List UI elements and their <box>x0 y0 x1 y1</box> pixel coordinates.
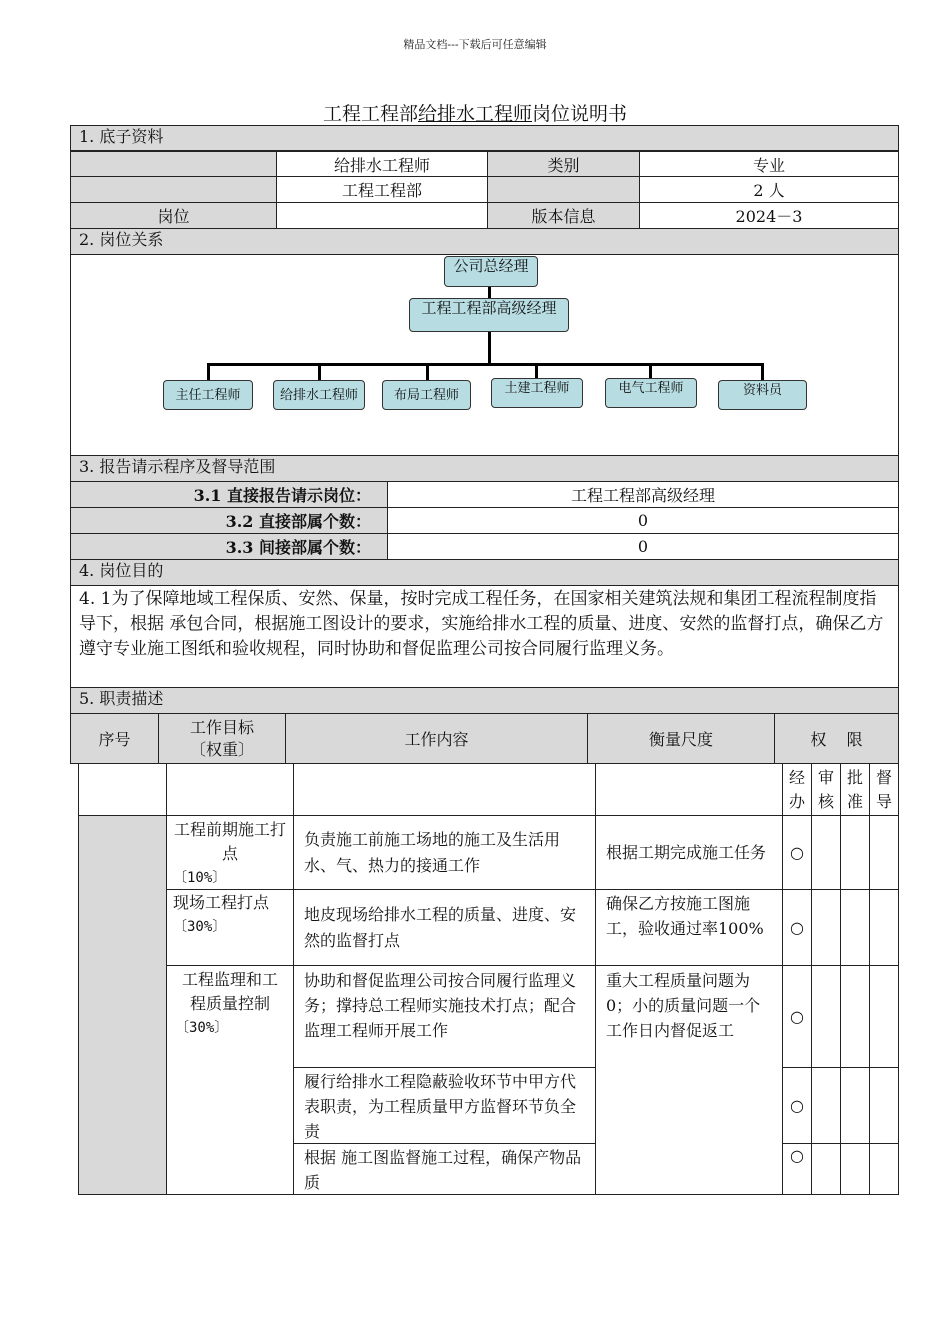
mark-blank-4b <box>840 1067 870 1144</box>
info-label-3 <box>487 176 640 203</box>
org-connector-bar <box>207 363 763 366</box>
sub-header-goal <box>166 763 294 816</box>
org-box-sub-6: 资料员 <box>718 380 807 410</box>
content-cell-4: 履行给排水工程隐蔽验收环节中甲方代表职责，为工程质量甲方监督环节负全责 <box>293 1067 596 1144</box>
info-label-category: 类别 <box>487 151 640 177</box>
col-header-content: 工作内容 <box>285 713 588 764</box>
mark-blank-3a <box>811 965 841 1068</box>
info-label-post: 岗位 <box>70 202 277 229</box>
org-box-sub-3: 布局工程师 <box>382 380 471 410</box>
auth-col-supervise: 督 导 <box>869 763 899 816</box>
page-title <box>0 99 950 126</box>
col-header-measure: 衡量尺度 <box>587 713 775 764</box>
title-part-3: 岗位说明书 <box>532 103 628 125</box>
goal-weight-2: 〔30%〕 <box>173 919 227 935</box>
mark-blank-1c <box>869 815 899 890</box>
org-box-senior-manager: 工程工程部高级经理 <box>409 298 569 332</box>
goal-text-2: 现场工程打点 <box>173 893 270 912</box>
goal-cell-2 <box>166 889 294 966</box>
auth-col-handle: 经 办 <box>782 763 812 816</box>
content-cell-2: 地皮现场给排水工程的质量、进度、安然的监督打点 <box>293 889 596 966</box>
seq-cell <box>78 815 167 1195</box>
mark-blank-3b <box>840 965 870 1068</box>
col-header-seq: 序号 <box>70 713 159 764</box>
mark-blank-3c <box>869 965 899 1068</box>
mark-blank-1b <box>840 815 870 890</box>
info-value-position: 给排水工程师 <box>276 151 488 177</box>
mark-4: ○ <box>782 1067 812 1144</box>
section-1-heading: 1. 底子资料 <box>70 125 899 151</box>
info-value-dept: 工程工程部 <box>276 176 488 203</box>
content-cell-3: 协助和督促监理公司按合同履行监理义务；撑持总工程师实施技术打点；配合监理工程师开展工作 <box>293 965 596 1068</box>
mark-blank-2b <box>840 889 870 966</box>
page-header: 精品文档---下载后可任意编辑 <box>403 38 547 51</box>
mark-blank-5a <box>811 1143 841 1195</box>
org-drop-1 <box>207 363 210 381</box>
report-value-1: 工程工程部高级经理 <box>387 481 899 508</box>
info-value-version: 2024－3 <box>639 202 899 229</box>
mark-blank-4c <box>869 1067 899 1144</box>
measure-cell-1: 根据工期完成施工任务 <box>595 815 783 890</box>
goal-cell-1 <box>166 815 294 890</box>
sub-header-seq <box>78 763 167 816</box>
measure-cell-3: 重大工程质量问题为0；小的质量问题一个工作日内督促返工 <box>595 965 783 1195</box>
auth-col-review: 审 核 <box>811 763 841 816</box>
col-header-goal: 工作目标 〔权重〕 <box>158 713 286 764</box>
mark-blank-4a <box>811 1067 841 1144</box>
sub-header-measure <box>595 763 783 816</box>
goal-text-3: 工程监理和工程质量控制 <box>181 970 278 1013</box>
mark-2: ○ <box>782 889 812 966</box>
mark-blank-5c <box>869 1143 899 1195</box>
section-2-heading: 2. 岗位关系 <box>70 228 899 255</box>
content-cell-1: 负责施工前施工场地的施工及生活用水、气、热力的接通工作 <box>293 815 596 890</box>
org-box-general-manager: 公司总经理 <box>444 256 538 287</box>
org-box-sub-2: 给排水工程师 <box>273 380 365 410</box>
org-connector-mid <box>488 331 491 365</box>
info-value-post <box>276 202 488 229</box>
mark-5: ○ <box>782 1143 812 1195</box>
section-4-heading: 4. 岗位目的 <box>70 559 899 586</box>
purpose-text: 4. 1为了保障地域工程保质、安然、保量，按时完成工程任务，在国家相关建筑法规和集团工程流程制度指导下，根据 承包合同，根据施工图设计的要求，实施给排水工程的质量、进度、安然的监督打点，确保乙方遵守专业施工图纸和验收规程，同时协助和督促监理公司按合同履行监理义务。 <box>70 585 899 688</box>
mark-blank-5b <box>840 1143 870 1195</box>
org-box-sub-1: 主任工程师 <box>163 380 253 410</box>
org-drop-3 <box>426 363 429 381</box>
org-drop-4 <box>535 363 538 379</box>
section-5-heading: 5. 职责描述 <box>70 687 899 714</box>
mark-blank-2c <box>869 889 899 966</box>
report-label-3: 3.3 间接部属个数： <box>70 533 388 560</box>
goal-weight-1: 〔10%〕 <box>173 870 227 886</box>
report-value-2: 0 <box>387 507 899 534</box>
goal-text-1: 工程前期施工打点 <box>173 820 286 863</box>
goal-cell-3 <box>166 965 294 1195</box>
info-value-category: 专业 <box>639 151 899 177</box>
info-value-headcount: 2 人 <box>639 176 899 203</box>
sub-header-content <box>293 763 596 816</box>
section-3-heading: 3. 报告请示程序及督导范围 <box>70 455 899 482</box>
org-drop-6 <box>761 363 764 381</box>
measure-cell-2: 确保乙方按施工图施工，验收通过率100% <box>595 889 783 966</box>
org-drop-5 <box>649 363 652 379</box>
info-label-2 <box>70 176 277 203</box>
info-label-version: 版本信息 <box>487 202 640 229</box>
report-value-3: 0 <box>387 533 899 560</box>
title-part-2: 给排水工程师 <box>417 103 532 125</box>
mark-1: ○ <box>782 815 812 890</box>
goal-weight-3: 〔30%〕 <box>175 1020 229 1036</box>
content-cell-5: 根据 施工图监督施工过程，确保产物品质 <box>293 1143 596 1195</box>
mark-3: ○ <box>782 965 812 1068</box>
report-label-1: 3.1 直接报告请示岗位： <box>70 481 388 508</box>
org-drop-2 <box>318 363 321 381</box>
auth-col-approve: 批 准 <box>840 763 870 816</box>
report-label-2: 3.2 直接部属个数： <box>70 507 388 534</box>
org-box-sub-4: 土建工程师 <box>491 378 583 408</box>
mark-blank-2a <box>811 889 841 966</box>
mark-blank-1a <box>811 815 841 890</box>
info-label-1 <box>70 151 277 177</box>
org-box-sub-5: 电气工程师 <box>605 378 697 408</box>
title-part-1: 工程工程部 <box>322 103 418 125</box>
col-header-authority: 权 限 <box>774 713 899 764</box>
